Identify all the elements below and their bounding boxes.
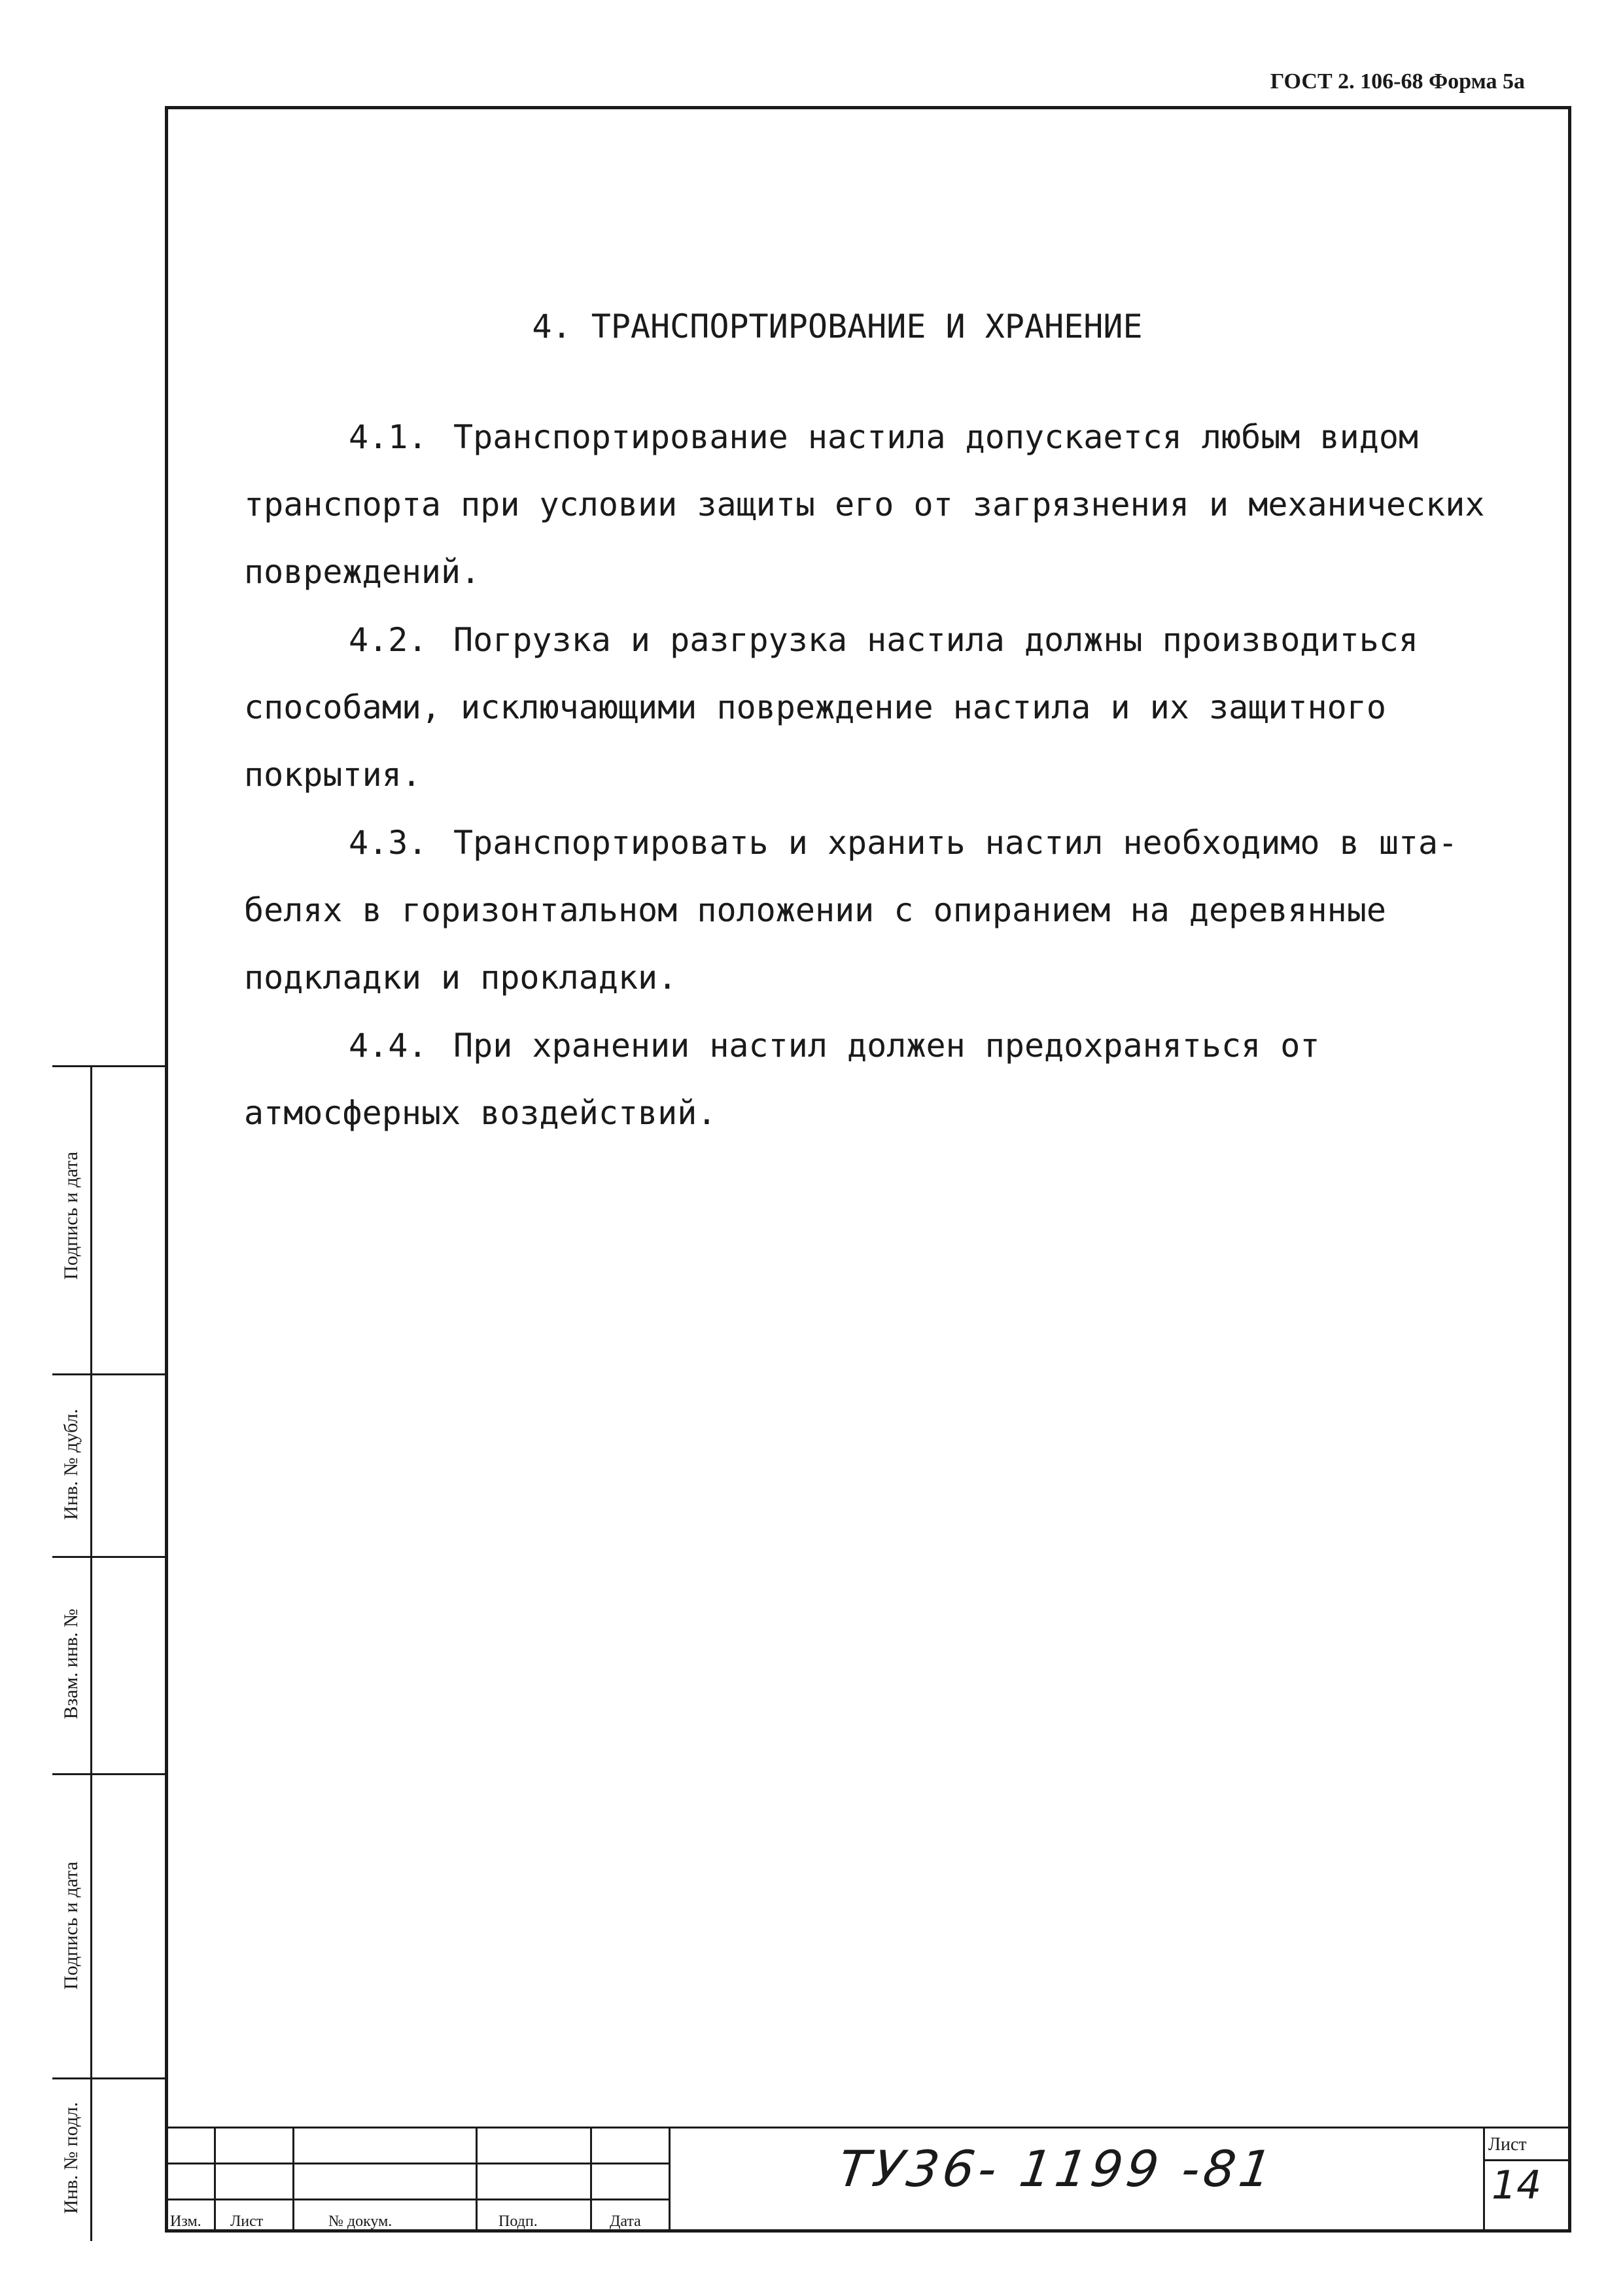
side-stamp-signature-date-label: Подпись и дата: [60, 1152, 82, 1280]
paragraph-line: [244, 809, 1546, 877]
side-stamp-orig-inv-label: Инв. № подл.: [60, 2102, 82, 2214]
side-stamp-dup-inv-label: Инв. № дубл.: [60, 1409, 82, 1520]
paragraph-text: Транспортировать и хранить настил необходимо в шта-: [453, 824, 1458, 862]
paragraph-number: 4.2.: [349, 621, 428, 659]
title-block-col-line: [590, 2127, 592, 2231]
title-block-row-line: [165, 2163, 669, 2164]
frame-right-border: [1568, 106, 1571, 2233]
paragraph-text: Погрузка и разгрузка настила должны производиться: [453, 621, 1419, 659]
form-reference: ГОСТ 2. 106-68 Форма 5а: [1270, 69, 1525, 94]
paragraph-text: При хранении настил должен предохраняться от: [453, 1027, 1320, 1065]
side-stamp-row-line: [52, 1773, 165, 1775]
title-block-top-line: [165, 2127, 1571, 2128]
paragraph-line: [244, 404, 1546, 471]
side-stamp-replace-inv-label: Взам. инв. №: [60, 1608, 82, 1720]
title-block-col-line: [214, 2127, 216, 2231]
title-block-col-sheet: Лист: [230, 2213, 264, 2230]
paragraph-number: 4.4.: [349, 1027, 428, 1065]
paragraph-line: [244, 1012, 1546, 1080]
side-stamp-signature-date-label-2: Подпись и дата: [60, 1862, 82, 1990]
sheet-number: 14: [1492, 2163, 1542, 2208]
paragraph-number: 4.3.: [349, 824, 428, 862]
title-block-col-line: [669, 2127, 671, 2231]
paragraph-4-3: [244, 809, 1546, 1012]
paragraph-line: повреждений.: [244, 553, 481, 591]
frame-left-border: [165, 106, 168, 2233]
title-block-row-line: [165, 2199, 669, 2200]
title-block-col-doc-number: № докум.: [328, 2213, 393, 2230]
title-block-col-line: [1483, 2127, 1485, 2231]
paragraph-line: белях в горизонтальном положении с опиранием на деревянные: [244, 891, 1386, 929]
paragraph-line: способами, исключающими повреждение настила и их защитного: [244, 688, 1386, 726]
document-code: ТУ36- 1199 -81: [834, 2140, 1280, 2198]
side-stamp-row-line: [52, 1065, 165, 1067]
title-block-col-line: [292, 2127, 294, 2231]
sheet-label: Лист: [1488, 2134, 1527, 2155]
paragraph-line: покрытия.: [244, 756, 421, 794]
paragraph-line: подкладки и прокладки.: [244, 959, 678, 997]
paragraph-line: атмосферных воздействий.: [244, 1094, 717, 1132]
paragraph-number: 4.1.: [349, 418, 428, 456]
paragraph-text: Транспортирование настила допускается любым видом: [453, 418, 1419, 456]
side-stamp-row-line: [52, 1556, 165, 1558]
paragraph-4-4: [244, 1012, 1546, 1147]
side-stamp-divider: [90, 1065, 92, 2241]
paragraph-4-1: [244, 404, 1546, 606]
paragraph-line: транспорта при условии защиты его от загрязнения и механических: [244, 486, 1485, 523]
section-title: 4. ТРАНСПОРТИРОВАНИЕ И ХРАНЕНИЕ: [532, 308, 1143, 345]
side-stamp: [52, 1065, 165, 2241]
side-stamp-row-line: [52, 1373, 165, 1375]
title-block-sheet-line: [1483, 2159, 1571, 2161]
side-stamp-row-line: [52, 2077, 165, 2079]
title-block-col-signature: Подп.: [498, 2213, 538, 2230]
title-block-col-change: Изм.: [170, 2213, 201, 2230]
frame-top-border: [165, 106, 1571, 109]
title-block-col-line: [476, 2127, 478, 2231]
paragraph-line: [244, 607, 1546, 674]
title-block-col-date: Дата: [610, 2213, 641, 2230]
paragraph-4-2: [244, 607, 1546, 809]
